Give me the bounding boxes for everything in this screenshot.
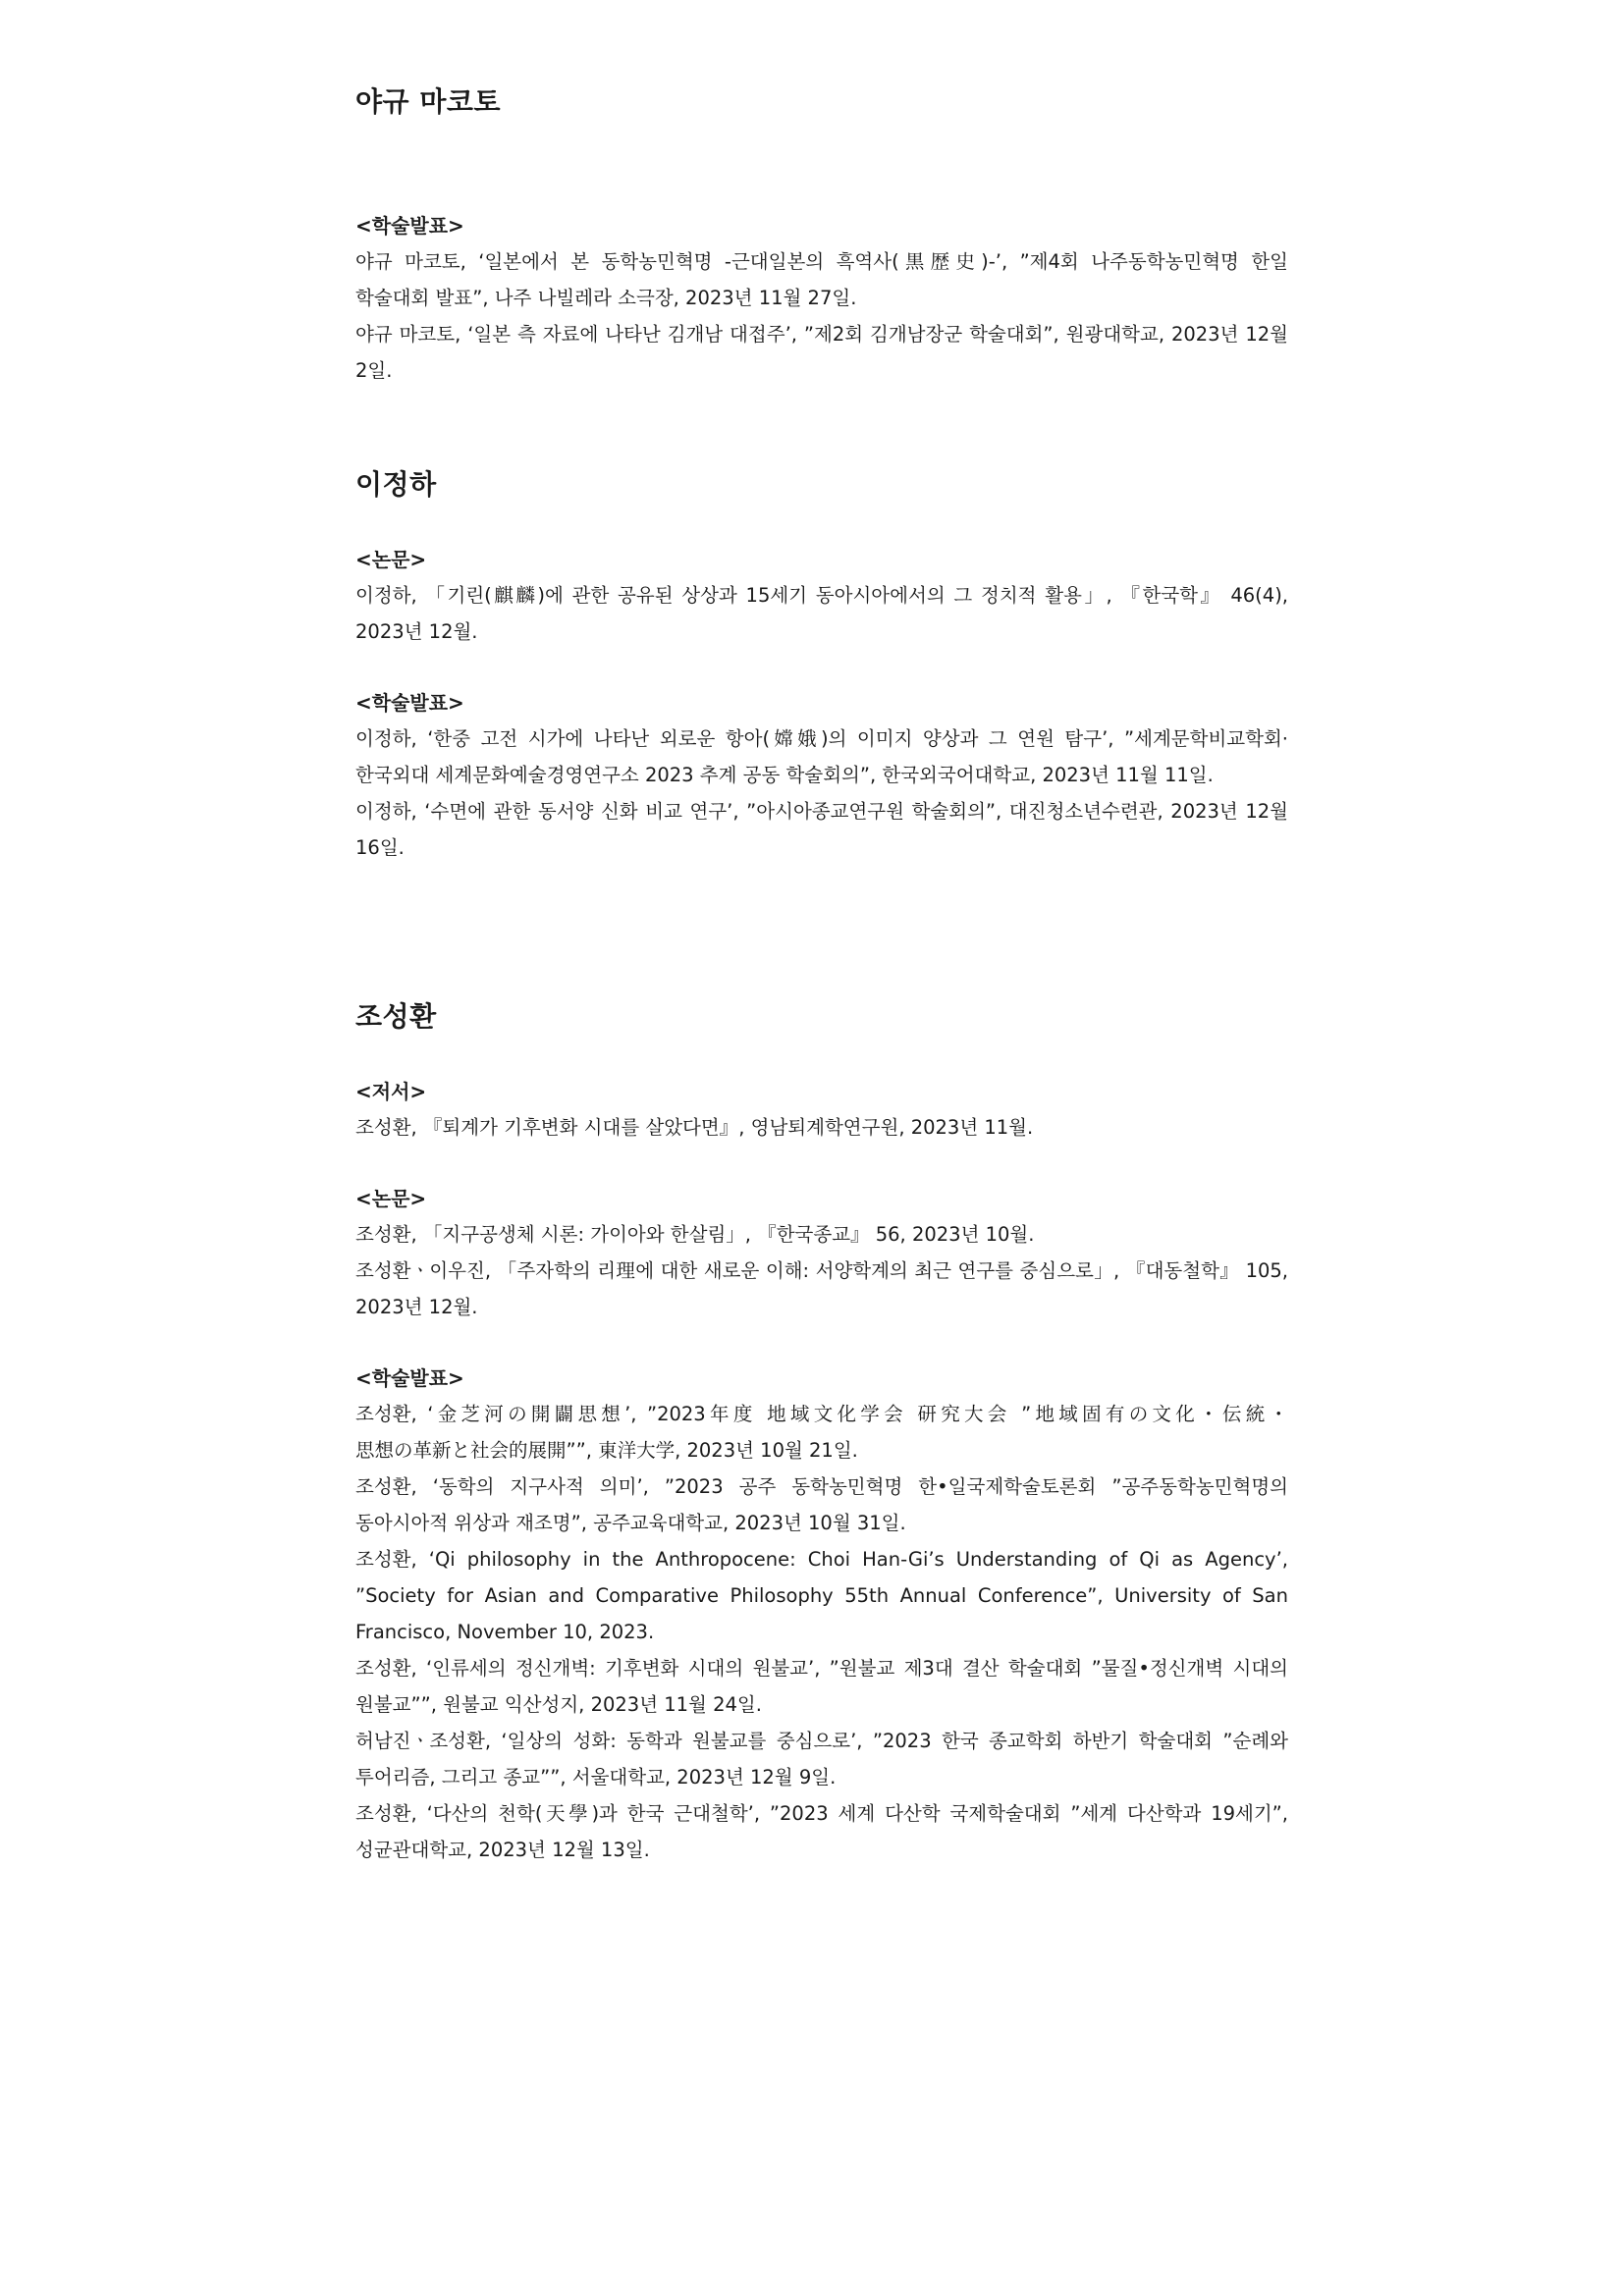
- entry: 이정하, ‘수면에 관한 동서양 신화 비교 연구’, ”아시아종교연구원 학술회의”, 대진청소년수련관, 2023년 12월 16일.: [355, 800, 1288, 859]
- entry: 조성환, ‘동학의 지구사적 의미’, ”2023 공주 동학농민혁명 한•일국제학술토론회 ”공주동학농민혁명의 동아시아적 위상과 재조명”, 공주교육대학교, 2023년 10월 31일.: [355, 1475, 1288, 1534]
- section-yagyu-makoto: [355, 82, 1288, 389]
- section-jo-seonghwan: [355, 997, 1288, 1868]
- entry: 조성환, 『퇴계가 기후변화 시대를 살았다면』, 영남퇴계학연구원, 2023년 11월.: [355, 1116, 1034, 1139]
- category-label: <학술발표>: [355, 214, 464, 238]
- category-label: <논문>: [355, 548, 427, 571]
- category-presentations: [355, 685, 1288, 866]
- person-name: 야규 마코토: [355, 85, 501, 118]
- category-books: [355, 1074, 1288, 1146]
- entry: 야규 마코토, ‘일본 측 자료에 나타난 김개남 대접주’, ”제2회 김개남장군 학술대회”, 원광대학교, 2023년 12월 2일.: [355, 323, 1288, 382]
- category-label: <저서>: [355, 1080, 427, 1103]
- category-papers: [355, 1181, 1288, 1325]
- person-name: 이정하: [355, 468, 437, 501]
- category-papers: [355, 542, 1288, 650]
- category-label: <논문>: [355, 1187, 427, 1210]
- category-label: <학술발표>: [355, 691, 464, 715]
- entry: 허남진ㆍ조성환, ‘일상의 성화: 동학과 원불교를 중심으로’, ”2023 한국 종교학회 하반기 학술대회 ”순례와 투어리즘, 그리고 종교””, 서울대학교, 2023년 12월 9일.: [355, 1730, 1288, 1789]
- entry: 조성환, ‘金芝河の開闢思想’, ”2023年度 地域文化学会 研究大会 ”地域固有の文化・伝統・思想の革新と社会的展開””, 東洋大学, 2023년 10월 21일.: [355, 1403, 1288, 1462]
- entry: 조성환ㆍ이우진, 「주자학의 리理에 대한 새로운 이해: 서양학계의 최근 연구를 중심으로」, 『대동철학』 105, 2023년 12월.: [355, 1259, 1289, 1318]
- entry: 이정하, 「기린(麒麟)에 관한 공유된 상상과 15세기 동아시아에서의 그 정치적 활용」, 『한국학』 46(4), 2023년 12월.: [355, 584, 1288, 643]
- entry: 야규 마코토, ‘일본에서 본 동학농민혁명 -근대일본의 흑역사(黒歴史)-’, ”제4회 나주동학농민혁명 한일 학술대회 발표”, 나주 나빌레라 소극장, 2023년 11월 27일.: [355, 250, 1288, 309]
- category-presentations: [355, 208, 1288, 389]
- person-name: 조성환: [355, 1000, 437, 1033]
- entry: 이정하, ‘한중 고전 시가에 나타난 외로운 항아(嫦娥)의 이미지 양상과 그 연원 탐구’, ”세계문학비교학회·한국외대 세계문화예술경영연구소 2023 추계 공동 학술회의”, 한국외국어대학교, 2023년 11월 11일.: [355, 727, 1288, 786]
- entry: 조성환, 「지구공생체 시론: 가이아와 한살림」, 『한국종교』 56, 2023년 10월.: [355, 1223, 1035, 1246]
- category-label: <학술발표>: [355, 1366, 464, 1390]
- entry: 조성환, ‘인류세의 정신개벽: 기후변화 시대의 원불교’, ”원불교 제3대 결산 학술대회 ”물질•정신개벽 시대의 원불교””, 원불교 익산성지, 2023년 11월 24일.: [355, 1657, 1288, 1716]
- entry: 조성환, ‘Qi philosophy in the Anthropocene: Choi Han-Gi’s Understanding of Qi as Agency’, ”Society for Asian and Comparative Philosophy 55th Annual Conference”, University of San Francisco, November 10, 2023.: [355, 1548, 1288, 1643]
- section-lee-jeongha: [355, 465, 1288, 866]
- category-presentations: [355, 1361, 1288, 1868]
- entry: 조성환, ‘다산의 천학(天學)과 한국 근대철학’, ”2023 세계 다산학 국제학술대회 ”세계 다산학과 19세기”, 성균관대학교, 2023년 12월 13일.: [355, 1802, 1288, 1861]
